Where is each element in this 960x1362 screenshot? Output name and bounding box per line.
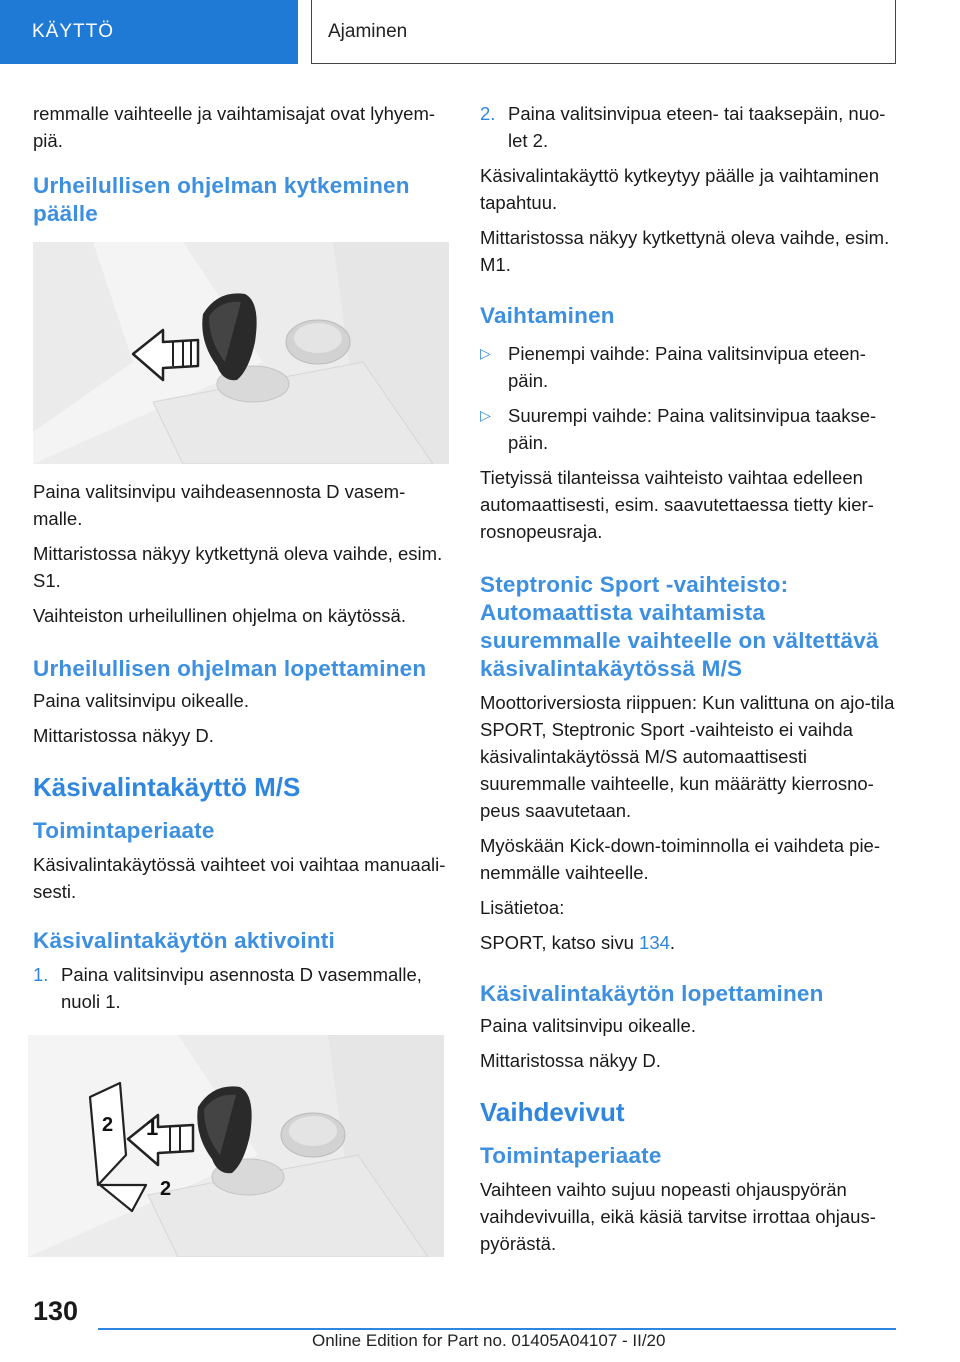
kickdown-paragraph: Myöskään Kick-down-toiminnolla ei vaihdeta pie-nemmälle vaihteelle. — [480, 835, 880, 883]
triangle-bullet-icon: ▷ — [480, 345, 491, 361]
shifting-paragraph: Tietyissä tilanteissa vaihteisto vaihtaa edelleen automaattisesti, esim. saavutettaessa tietty kier-rosnopeusraja. — [480, 467, 874, 542]
step-text: Paina valitsinvipu asennosta D vasemmalle, nuoli 1. — [61, 964, 422, 1012]
gear-selector-illustration — [33, 242, 449, 464]
step-number: 1. — [33, 964, 49, 985]
sport-on-result: Vaihteiston urheilullinen ohjelma on käytössä. — [33, 605, 406, 626]
chapter-title: Ajaminen — [311, 0, 896, 64]
heading-manual-mode: Käsivalintakäyttö M/S — [33, 772, 301, 802]
principle-paragraph: Käsivalintakäytössä vaihteet voi vaihtaa manuaali-sesti. — [33, 854, 446, 902]
arrow-label-1: 1 — [146, 1115, 159, 1140]
heading-steptronic: Steptronic Sport -vaihteisto: Automaattista vaihtamista suuremmalle vaihteelle on vältettävä käsivalintakäytössä M/S — [480, 572, 879, 681]
more-info-label: Lisätietoa: — [480, 897, 565, 918]
bullet-upshift — [480, 402, 900, 456]
step-1 — [33, 961, 449, 1015]
heading-paddles-principle: Toimintaperiaate — [480, 1143, 662, 1168]
footer-divider — [98, 1328, 896, 1330]
edition-note: Online Edition for Part no. 01405A04107 - II/20 — [312, 1331, 666, 1350]
sport-reference-text: SPORT, katso sivu — [480, 932, 640, 953]
triangle-bullet-icon: ▷ — [480, 407, 491, 423]
engaged-paragraph: Käsivalintakäyttö kytkeytyy päälle ja vaihtaminen tapahtuu. — [480, 165, 879, 213]
left-column — [33, 100, 449, 1271]
step-2 — [480, 100, 900, 154]
paddles-paragraph: Vaihteen vaihto sujuu nopeasti ohjauspyörän vaihdevivuilla, eikä käsiä tarvitse irrottaa ohjaus-pyörästä. — [480, 1179, 876, 1254]
engaged-display-paragraph: Mittaristossa näkyy kytkettynä oleva vaihde, esim. M1. — [480, 227, 890, 275]
step-text: Paina valitsinvipua eteen- tai taaksepäin, nuo-let 2. — [508, 103, 886, 151]
heading-sport-program-on: Urheilullisen ohjelman kytkeminen päälle — [33, 173, 410, 226]
arrow-label-2a: 2 — [102, 1114, 114, 1136]
bullet-text: Suurempi vaihde: Paina valitsinvipua taakse-päin. — [508, 405, 877, 453]
sport-reference-end: . — [669, 932, 676, 953]
gear-selector-arrows-illustration — [28, 1035, 444, 1257]
sport-on-display: Mittaristossa näkyy kytkettynä oleva vaihde, esim. S1. — [33, 543, 443, 591]
section-tab: KÄYTTÖ — [0, 0, 298, 64]
heading-principle: Toimintaperiaate — [33, 818, 215, 843]
heading-manual-off: Käsivalintakäytön lopettaminen — [480, 981, 824, 1006]
sport-off-step: Paina valitsinvipu oikealle. — [33, 690, 249, 711]
page-link[interactable]: 134 — [639, 932, 670, 953]
heading-manual-activation: Käsivalintakäytön aktivointi — [33, 928, 335, 953]
steptronic-paragraph: Moottoriversiosta riippuen: Kun valittuna on ajo-tila SPORT, Steptronic Sport -vaihteisto ei vaihda käsivalintakäytössä M/S automaattisesti suuremmalle vaihteelle, kun määrätty kierrosno-peus saavutetaan. — [480, 692, 895, 821]
intro-paragraph: remmalle vaihteelle ja vaihtamisajat ovat lyhyem-piä. — [33, 103, 436, 151]
sport-on-step: Paina valitsinvipu vaihdeasennosta D vasem-malle. — [33, 481, 406, 529]
gear-selector-figure-2 — [28, 1035, 444, 1257]
manual-off-display: Mittaristossa näkyy D. — [480, 1050, 661, 1071]
sport-reference — [480, 929, 900, 956]
gear-selector-figure-1 — [33, 242, 449, 464]
sport-off-display: Mittaristossa näkyy D. — [33, 725, 214, 746]
heading-shifting: Vaihtaminen — [480, 303, 615, 328]
bullet-text: Pienempi vaihde: Paina valitsinvipua eteen-päin. — [508, 343, 866, 391]
right-column — [480, 100, 900, 1265]
heading-paddles: Vaihdevivut — [480, 1097, 625, 1127]
arrow-label-2b: 2 — [160, 1178, 172, 1200]
step-number: 2. — [480, 103, 496, 124]
page-number: 130 — [33, 1296, 79, 1326]
heading-sport-program-off: Urheilullisen ohjelman lopettaminen — [33, 656, 427, 681]
bullet-downshift — [480, 340, 900, 394]
manual-off-step: Paina valitsinvipu oikealle. — [480, 1015, 696, 1036]
